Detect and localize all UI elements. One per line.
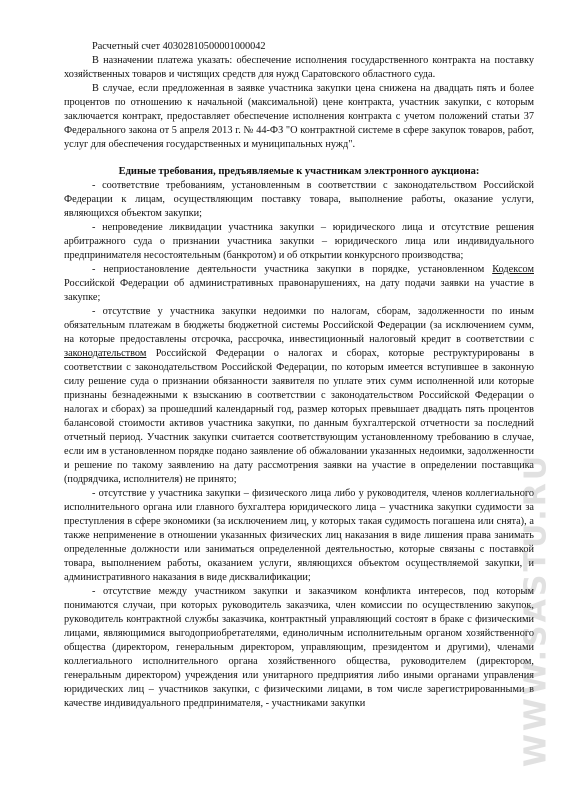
document-page: [64, 40, 534, 711]
requirements-heading: Единые требования, предъявляемые к участникам электронного аукциона:: [118, 166, 480, 177]
requirement-item-5: - отсутствие у участника закупки – физического лица либо у руководителя, членов коллегиального исполнительного органа или главного бухгалтера юридического лица – участника закупки судимости за преступления в сфере экономики (за исключением лиц, у которых такая судимость погашена или снята), а также неприменение в отношении указанных физических лиц наказания в виде лишения права занимать определенные должности или заниматься определенной деятельностью, которые связаны с поставкой товара, выполнением работы, оказанием услуги, являющихся объектом осуществляемой закупки, и административного наказания в виде дисквалификации;: [64, 488, 534, 583]
requirement-item-3-text-start: - неприостановление деятельности участника закупки в порядке, установленном: [92, 264, 493, 275]
legislation-link[interactable]: законодательством: [64, 348, 147, 359]
requirement-item-6: - отсутствие между участником закупки и заказчиком конфликта интересов, под которым понимаются случаи, при которых руководитель заказчика, член комиссии по осуществлению закупок, руководитель контрактной службы заказчика, контрактный управляющий состоят в браке с физическими лицами, являющимися выгодоприобретателями, единоличным исполнительным органом хозяйственного общества (директором, генеральным директором, управляющим, президентом и другими), членами коллегиального исполнительного органа хозяйственного общества, руководителем (директором, генеральным директором) учреждения или унитарного предприятия либо иными органами управления юридических лиц – участников закупки, с физическими лицами, в том числе зарегистрированными в качестве индивидуального предпринимателя, - участниками закупки: [64, 586, 534, 709]
requirement-item-3: [64, 263, 534, 305]
requirement-item-4-text-end: Российской Федерации о налогах и сборах, которые реструктурированы в соответствии с законодательством Российской Федерации, по которым имеется вступившее в законную силу решение суда о признании обязанности заявителя по уплате этих сумм исполненной или которые признаны безнадежными к взысканию в соответствии с законодательством Российской Федерации о налогах и сборах) за прошедший календарный год, размер которых превышает двадцать пять процентов балансовой стоимости активов участника закупки, по данным бухгалтерской отчетности за последний отчетный период. Участник закупки считается соответствующим установленному требованию в случае, если им в установленном порядке подано заявление об обжаловании указанных недоимки, задолженности и решение по такому заявлению на дату рассмотрения заявки на участие в определении поставщика (подрядчика, исполнителя) не принято;: [64, 348, 534, 485]
requirement-item-2: - непроведение ликвидации участника закупки – юридического лица и отсутствие решения арбитражного суда о признании участника закупки – юридического лица или индивидуального предпринимателя несостоятельным (банкротом) и об открытии конкурсного производства;: [64, 222, 534, 261]
requirement-item-4: [64, 305, 534, 487]
bank-account-line: Расчетный счет 40302810500001000042: [92, 41, 266, 52]
payment-purpose-paragraph: В назначении платежа указать: обеспечение исполнения государственного контракта на поставку хозяйственных товаров и чистящих средств для нужд Саратовского областного суда.: [64, 55, 534, 80]
requirement-item-1: - соответствие требованиям, установленным в соответствии с законодательством Российской Федерации к лицам, осуществляющим поставку товара, выполнение работы, оказание услуги, являющихся объектом закупки;: [64, 180, 534, 219]
spacer: [64, 152, 534, 158]
price-reduction-paragraph: В случае, если предложенная в заявке участника закупки цена снижена на двадцать пять и более процентов по отношению к начальной (максимальной) цене контракта, участник закупки, с которым заключается контракт, предоставляет обеспечение исполнения контракта с учетом положений статьи 37 Федерального закона от 5 апреля 2013 г. № 44-ФЗ "О контрактной системе в сфере закупок товаров, работ, услуг для обеспечения государственных и муниципальных нужд".: [64, 83, 534, 150]
site-watermark: [516, 430, 556, 790]
requirement-item-4-text-start: - отсутствие у участника закупки недоимки по налогам, сборам, задолженности по иным обязательным платежам в бюджеты бюджетной системы Российской Федерации (за исключением сумм, на которые предоставлены отсрочка, рассрочка, инвестиционный налоговый кредит в соответствии с: [64, 306, 534, 345]
code-link[interactable]: Кодексом: [492, 264, 534, 275]
watermark-text: WWW.SASTU.RU: [518, 452, 554, 768]
requirement-item-3-text-end: Российской Федерации об административных правонарушениях, на дату подачи заявки на участие в закупке;: [64, 278, 534, 303]
